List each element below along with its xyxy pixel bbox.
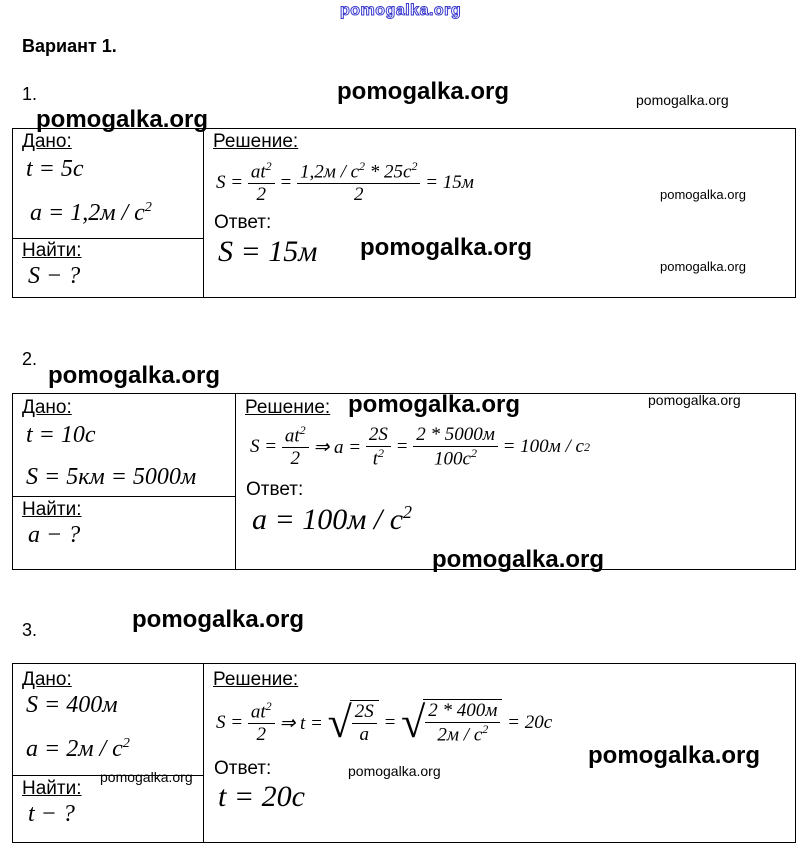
watermark: pomogalka.org (660, 259, 746, 274)
find-label: Найти: (22, 499, 82, 520)
given-label: Дано: (22, 669, 72, 690)
solution-formula: S = $\frac{at^2}{2}$ ⇒ a = $\frac{2S}{t^2}$ = $\frac{2 * 5000м}{100c^2}$ = 100м / c 2 (250, 422, 590, 470)
watermark: pomogalka.org (636, 92, 729, 108)
watermark: pomogalka.org (48, 362, 221, 389)
watermark: pomogalka.org (588, 742, 761, 769)
watermark-top: pomogalka.org (340, 2, 462, 19)
find-label: Найти: (22, 778, 82, 799)
task-2-number: 2. (22, 349, 38, 369)
answer-label: Ответ: (214, 212, 272, 233)
given-label: Дано: (22, 131, 72, 152)
given-line: $a = 1,2м / c^2$ (30, 200, 152, 226)
answer-value: $a = 100м / c^2$ (252, 502, 413, 536)
watermark: pomogalka.org (660, 187, 746, 202)
answer-value: t = 20c (218, 780, 305, 813)
watermark: pomogalka.org (100, 769, 193, 785)
solution-label: Решение: (213, 131, 299, 152)
given-line: t = 5c (26, 156, 84, 182)
answer-label: Ответ: (246, 479, 304, 500)
answer-value: S = 15м (218, 235, 318, 268)
watermark: pomogalka.org (132, 606, 305, 633)
solution-formula: S = $\frac{at^2}{2}$ = $\frac{1,2м / c^2 * 25c^2}{2}$ = 15м (216, 158, 474, 206)
watermark: pomogalka.org (348, 763, 441, 779)
find-line: t − ? (28, 801, 75, 827)
watermark: pomogalka.org (337, 78, 510, 105)
solution-label: Решение: (245, 397, 331, 418)
watermark: pomogalka.org (348, 391, 521, 418)
given-line: S = 5км = 5000м (26, 464, 197, 490)
task-1-number: 1. (22, 84, 38, 104)
given-label: Дано: (22, 397, 72, 418)
variant-heading: Вариант 1. (22, 36, 117, 56)
watermark: pomogalka.org (36, 106, 209, 133)
find-label: Найти: (22, 240, 82, 261)
answer-label: Ответ: (214, 758, 272, 779)
solution-formula: S = $\frac{at^2}{2}$ ⇒ t = √ $\frac{2S}{a}$ = √ $\frac{2 * 400м}{2м / c^2}$ = 20c (216, 697, 553, 747)
solution-label: Решение: (213, 669, 299, 690)
find-line: a − ? (28, 522, 81, 548)
given-line: S = 400м (26, 692, 118, 718)
find-line: S − ? (28, 263, 81, 289)
given-line: t = 10c (26, 422, 96, 448)
watermark: pomogalka.org (432, 546, 605, 573)
task-3-number: 3. (22, 620, 38, 640)
watermark: pomogalka.org (360, 234, 533, 261)
given-line: $a = 2м / c^2$ (26, 736, 130, 762)
watermark: pomogalka.org (648, 392, 741, 408)
